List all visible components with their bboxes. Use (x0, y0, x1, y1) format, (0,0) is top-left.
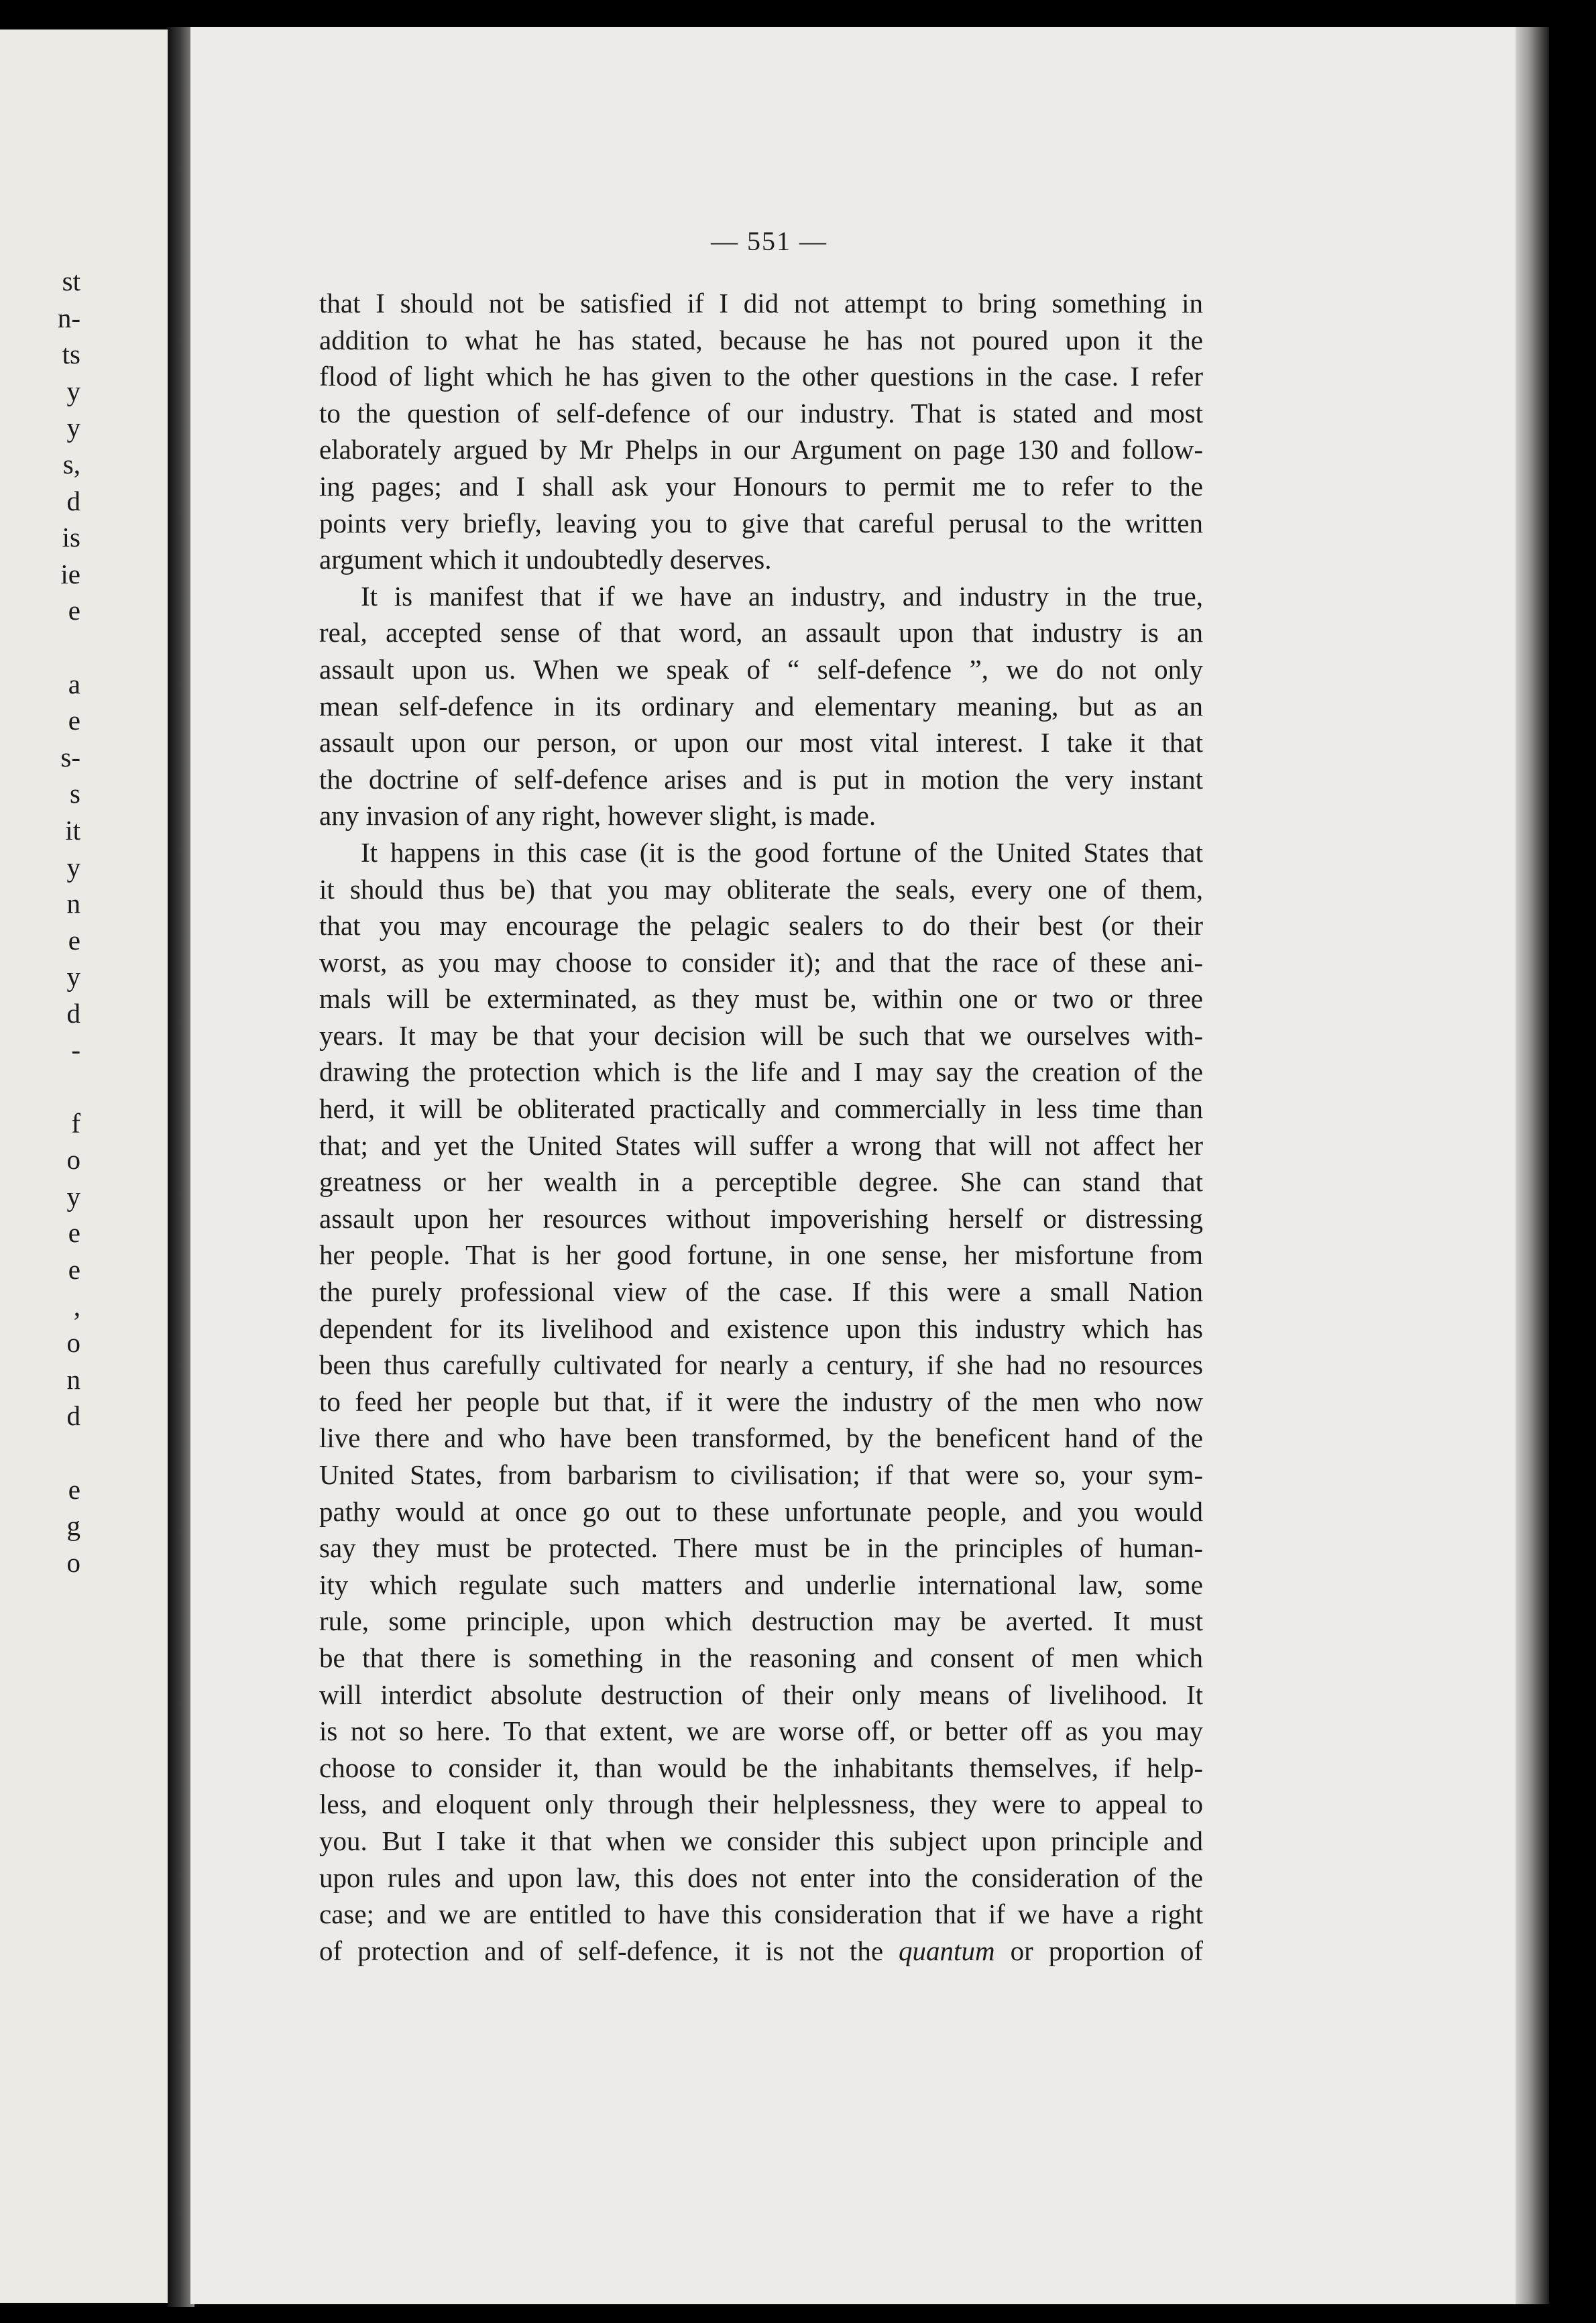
text-line: ity which regulate such matters and underlie international law, some (319, 1569, 1203, 1600)
facing-page-left (0, 30, 168, 2303)
facing-page-fragment (0, 629, 80, 666)
text-segment: or proportion of (994, 1935, 1203, 1966)
facing-page-fragment: it (65, 814, 80, 846)
text-line: assault upon her resources without impoverishing herself or distressing (319, 1202, 1203, 1234)
facing-page-fragment: e (68, 705, 80, 736)
text-line: ing pages; and I shall ask your Honours to permit me to refer to the (319, 470, 1203, 502)
text-line: you. But I take it that when we consider this subject upon principle and (319, 1825, 1203, 1856)
text-line: points very briefly, leaving you to give that careful perusal to the written (319, 507, 1203, 539)
text-line: will interdict absolute destruction of their only means of livelihood. It (319, 1679, 1203, 1710)
page-edge (1516, 27, 1549, 2304)
text-line: it should thus be) that you may obliterate the seals, every one of them, (319, 873, 1203, 905)
facing-page-fragment: a (68, 668, 80, 699)
text-line: live there and who have been transformed, by the beneficent hand of the (319, 1422, 1203, 1454)
text-line: pathy would at once go out to these unfortunate people, and you would (319, 1495, 1203, 1527)
text-line: drawing the protection which is the life and I may say the creation of the (319, 1056, 1203, 1088)
text-line: choose to consider it, than would be the inhabitants themselves, if help- (319, 1752, 1203, 1783)
text-line: be that there is something in the reasoning and consent of men which (319, 1642, 1203, 1673)
facing-page-fragment: s- (60, 741, 80, 773)
text-line: It is manifest that if we have an industry, and industry in the true, (361, 580, 1203, 612)
text-line: elaborately argued by Mr Phelps in our Argument on page 130 and follow- (319, 434, 1203, 465)
facing-page-fragment: , (73, 1290, 80, 1322)
facing-page-fragment: d (66, 485, 80, 516)
facing-page-fragment: o (66, 1327, 80, 1359)
text-line: her people. That is her good fortune, in one sense, her misfortune from (319, 1239, 1203, 1271)
text-line: assault upon us. When we speak of “ self-defence ”, we do not only (319, 653, 1203, 685)
text-line: argument which it undoubtedly deserves. (319, 544, 772, 575)
italic-term: quantum (899, 1935, 995, 1966)
facing-page-fragment: - (71, 1034, 80, 1066)
text-line: It happens in this case (it is the good fortune of the United States that (361, 836, 1203, 868)
text-line: to the question of self-defence of our industry. That is stated and most (319, 397, 1203, 429)
facing-page-fragment: f (71, 1107, 80, 1139)
facing-page-fragment: s (70, 778, 80, 809)
facing-page-fragment: e (68, 1473, 80, 1505)
facing-page-line-endings (0, 263, 157, 1581)
text-line: herd, it will be obliterated practically and commercially in less time than (319, 1093, 1203, 1125)
text-line-final (319, 1933, 1203, 1970)
text-line: less, and eloquent only through their helplessness, they were to appeal to (319, 1789, 1203, 1820)
text-line: greatness or her wealth in a perceptible degree. She can stand that (319, 1166, 1203, 1198)
text-line: the doctrine of self-defence arises and is put in motion the very instant (319, 763, 1203, 795)
text-line: worst, as you may choose to consider it); and that the race of these ani- (319, 946, 1203, 978)
facing-page-fragment: e (68, 1254, 80, 1286)
facing-page-fragment: o (66, 1546, 80, 1578)
text-line: real, accepted sense of that word, an assault upon that industry is an (319, 617, 1203, 648)
text-line: upon rules and upon law, this does not enter into the consideration of the (319, 1862, 1203, 1893)
facing-page-fragment: y (66, 1180, 80, 1212)
text-line: say they must be protected. There must be in the principles of human- (319, 1532, 1203, 1564)
text-line: that you may encourage the pelagic sealers to do their best (or their (319, 910, 1203, 942)
text-line: to feed her people but that, if it were the industry of the men who now (319, 1385, 1203, 1417)
text-line: is not so here. To that extent, we are worse off, or better off as you may (319, 1715, 1203, 1747)
facing-page-fragment: s, (62, 448, 80, 479)
text-line: case; and we are entitled to have this consideration that if we have a right (319, 1899, 1203, 1930)
text-line: rule, some principle, upon which destruction may be averted. It must (319, 1605, 1203, 1637)
facing-page-fragment: ie (60, 558, 80, 589)
facing-page-fragment: y (66, 412, 80, 443)
text-line: mals will be exterminated, as they must be, within one or two or three (319, 983, 1203, 1015)
facing-page-fragment: d (66, 997, 80, 1029)
facing-page-fragment: y (66, 961, 80, 993)
facing-page-fragment: n- (57, 302, 80, 333)
text-line: dependent for its livelihood and existence upon this industry which has (319, 1312, 1203, 1344)
text-line: flood of light which he has given to the other questions in the case. I refer (319, 361, 1203, 392)
facing-page-fragment (0, 1068, 80, 1105)
facing-page-fragment: e (68, 1217, 80, 1249)
facing-page-fragment: n (66, 888, 80, 919)
text-line: addition to what he has stated, because he has not poured upon it the (319, 324, 1203, 355)
body-text (319, 285, 1203, 1969)
text-line: assault upon our person, or upon our most vital interest. I take it that (319, 727, 1203, 758)
text-line: any invasion of any right, however slight, is made. (319, 800, 876, 832)
facing-page-fragment: st (62, 266, 80, 296)
text-line: mean self-defence in its ordinary and elementary meaning, but as an (319, 690, 1203, 722)
text-line: that; and yet the United States will suffer a wrong that will not affect her (319, 1129, 1203, 1161)
facing-page-fragment: y (66, 851, 80, 883)
text-line: years. It may be that your decision will be such that we ourselves with- (319, 1019, 1203, 1051)
facing-page-fragment: ts (62, 339, 80, 370)
text-segment: of protection and of self-defence, it is not the (319, 1935, 899, 1966)
facing-page-fragment: g (66, 1510, 80, 1542)
page-number: — 551 — (711, 226, 828, 256)
facing-page-fragment: o (66, 1144, 80, 1176)
facing-page-fragment: is (62, 522, 80, 553)
facing-page-fragment: y (66, 375, 80, 406)
text-line: that I should not be satisfied if I did not attempt to bring something in (319, 288, 1203, 319)
text-line: United States, from barbarism to civilisation; if that were so, your sym- (319, 1459, 1203, 1490)
text-line: been thus carefully cultivated for nearly a century, if she had no resources (319, 1349, 1203, 1381)
facing-page-fragment: e (68, 924, 80, 956)
text-line: the purely professional view of the case. If this were a small Nation (319, 1276, 1203, 1308)
facing-page-fragment: d (66, 1400, 80, 1432)
facing-page-fragment: e (68, 595, 80, 626)
facing-page-fragment (0, 1434, 80, 1471)
facing-page-fragment: n (66, 1363, 80, 1395)
